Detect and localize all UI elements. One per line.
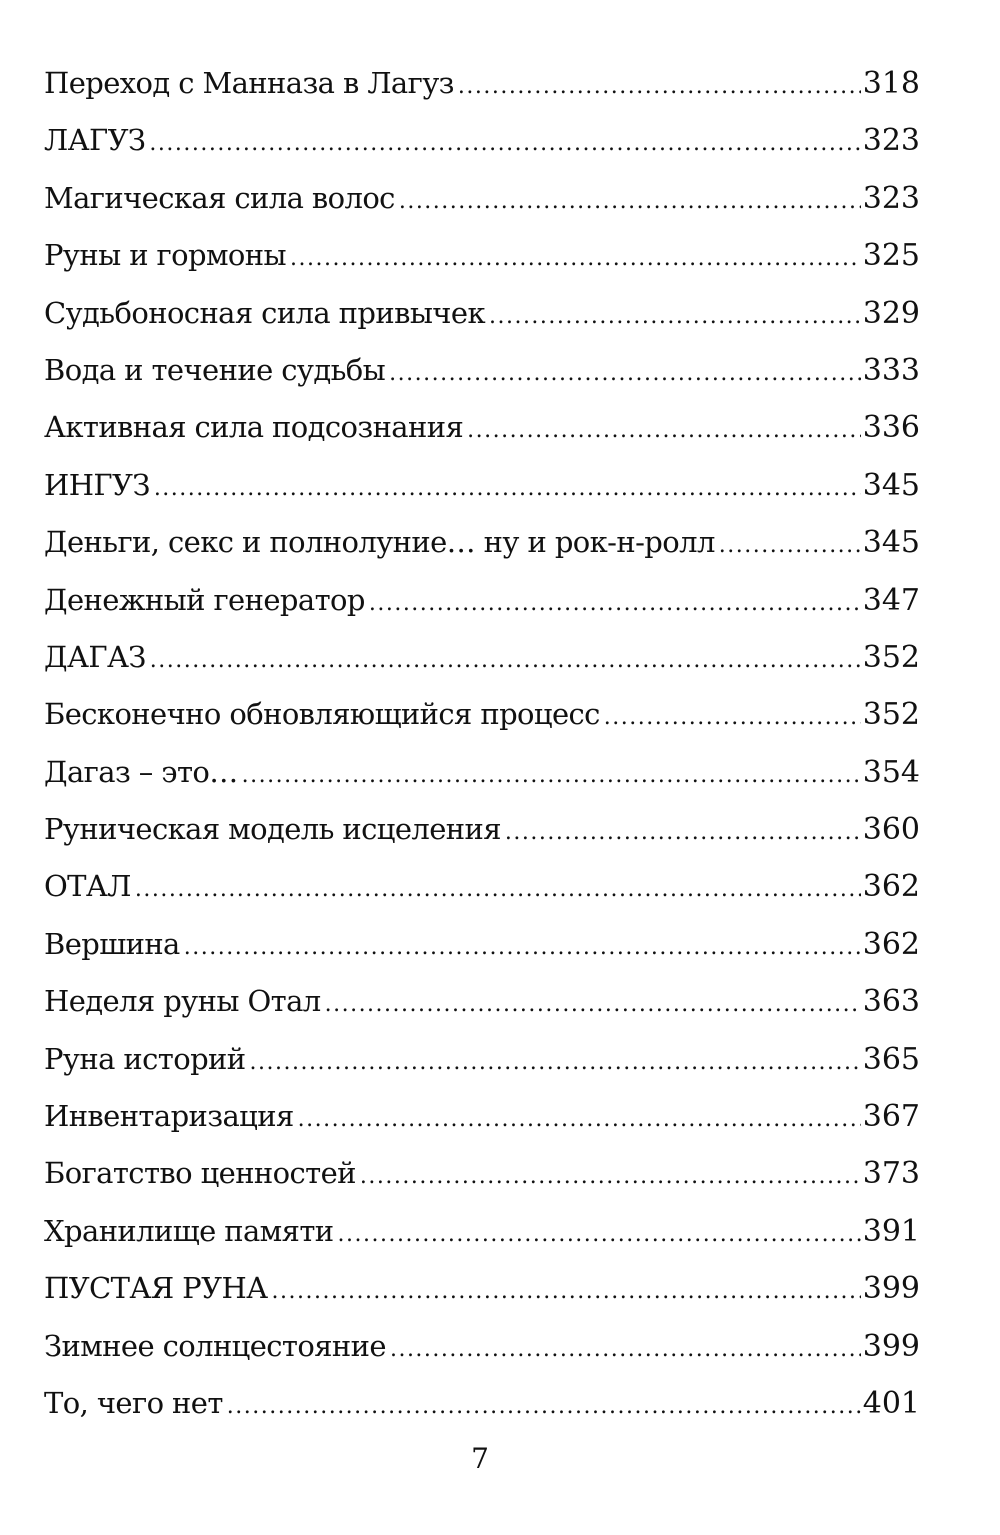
toc-entry-page: 401	[862, 1385, 920, 1421]
toc-entry-page: 391	[862, 1213, 920, 1249]
toc-entry-page: 318	[862, 66, 920, 101]
toc-entry-title: ПУСТАЯ РУНА	[44, 1271, 268, 1306]
toc-dot-leader	[184, 935, 861, 960]
toc-entry-page: 373	[862, 1156, 920, 1192]
toc-dot-leader	[719, 533, 861, 558]
toc-dot-leader	[360, 1164, 861, 1189]
toc-entry-page: 333	[862, 352, 920, 388]
toc-entry	[44, 238, 920, 295]
toc-entry-page: 352	[862, 639, 920, 675]
toc-entry	[44, 812, 920, 869]
toc-entry-title: Руническая модель исцеления	[44, 812, 501, 847]
toc-entry-title: Дагаз – это…	[44, 754, 238, 789]
toc-entry-page: 399	[862, 1271, 920, 1307]
toc-entry	[44, 755, 920, 812]
toc-entry-title: Зимнее солнцестояние	[44, 1328, 386, 1363]
toc-dot-leader	[298, 1107, 861, 1132]
toc-entry	[44, 410, 920, 467]
toc-entry-title: ДАГАЗ	[44, 639, 146, 674]
toc-entry	[44, 1099, 920, 1156]
toc-entry-title: Активная сила подсознания	[44, 410, 464, 445]
toc-entry-page: 362	[862, 926, 920, 962]
toc-entry-page: 345	[862, 467, 920, 503]
toc-entry-title: Инвентаризация	[44, 1099, 294, 1134]
toc-dot-leader	[489, 304, 861, 329]
toc-entry	[44, 123, 920, 180]
toc-dot-leader	[390, 1337, 861, 1362]
toc-entry-title: Деньги, секс и полнолуние… ну и рок-н-ролл	[44, 525, 715, 560]
toc-entry	[44, 353, 920, 410]
toc-entry	[44, 869, 920, 926]
toc-dot-leader	[604, 705, 861, 730]
toc-dot-leader	[149, 131, 860, 156]
page-number: 7	[471, 1442, 489, 1475]
toc-entry	[44, 1271, 920, 1328]
toc-entry	[44, 640, 920, 697]
toc-entry-title: Хранилище памяти	[44, 1213, 334, 1248]
toc-entry-title: Магическая сила волос	[44, 180, 395, 215]
toc-dot-leader	[154, 476, 861, 501]
toc-entry-title: ЛАГУЗ	[44, 123, 146, 158]
toc-entry	[44, 984, 920, 1041]
toc-dot-leader	[242, 763, 861, 788]
toc-dot-leader	[250, 1050, 861, 1075]
toc-entry	[44, 1042, 920, 1099]
toc-entry-page: 329	[862, 295, 920, 331]
toc-dot-leader	[272, 1279, 861, 1304]
toc-entry-page: 399	[862, 1328, 920, 1364]
toc-entry	[44, 1329, 920, 1386]
toc-entry	[44, 1386, 920, 1443]
toc-entry-page: 360	[862, 812, 920, 848]
toc-entry-page: 323	[862, 123, 920, 159]
table-of-contents	[44, 66, 920, 1443]
toc-dot-leader	[150, 648, 861, 673]
toc-dot-leader	[227, 1394, 861, 1419]
toc-entry-page: 363	[862, 984, 920, 1020]
toc-dot-leader	[369, 591, 861, 616]
toc-entry	[44, 583, 920, 640]
toc-entry-title: Переход с Манназа в Лагуз	[44, 66, 454, 100]
toc-entry-page: 345	[862, 525, 920, 561]
toc-dot-leader	[399, 189, 861, 214]
toc-entry-page: 325	[862, 238, 920, 274]
toc-entry	[44, 296, 920, 353]
toc-entry-page: 367	[862, 1099, 920, 1135]
toc-entry-page: 365	[862, 1041, 920, 1077]
toc-entry-title: Денежный генератор	[44, 582, 365, 617]
toc-entry-title: Руны и гормоны	[44, 238, 286, 273]
toc-entry-page: 336	[862, 410, 920, 446]
toc-entry	[44, 1156, 920, 1213]
toc-dot-leader	[505, 820, 861, 845]
toc-entry-title: То, чего нет	[44, 1385, 223, 1420]
toc-dot-leader	[135, 877, 861, 902]
toc-entry	[44, 697, 920, 754]
toc-dot-leader	[458, 74, 861, 99]
toc-entry-title: Вода и течение судьбы	[44, 352, 386, 387]
toc-entry-page: 347	[862, 582, 920, 618]
toc-entry-page: 362	[862, 869, 920, 905]
toc-dot-leader	[467, 418, 861, 443]
toc-entry-title: ИНГУЗ	[44, 467, 150, 502]
toc-dot-leader	[389, 361, 861, 386]
toc-entry	[44, 181, 920, 238]
toc-entry-page: 323	[862, 180, 920, 216]
toc-entry	[44, 66, 920, 123]
toc-dot-leader	[325, 992, 861, 1017]
toc-dot-leader	[338, 1222, 861, 1247]
toc-entry-page: 354	[862, 754, 920, 790]
toc-entry-title: Неделя руны Отал	[44, 984, 321, 1019]
toc-entry-title: ОТАЛ	[44, 869, 131, 904]
toc-entry	[44, 525, 920, 582]
toc-entry-page: 352	[862, 697, 920, 733]
toc-entry-title: Богатство ценностей	[44, 1156, 356, 1191]
toc-entry	[44, 927, 920, 984]
toc-dot-leader	[290, 246, 861, 271]
toc-entry	[44, 468, 920, 525]
toc-entry-title: Бесконечно обновляющийся процесс	[44, 697, 600, 732]
toc-entry	[44, 1214, 920, 1271]
toc-entry-title: Судьбоносная сила привычек	[44, 295, 485, 330]
toc-entry-title: Вершина	[44, 926, 180, 961]
toc-entry-title: Руна историй	[44, 1041, 246, 1076]
